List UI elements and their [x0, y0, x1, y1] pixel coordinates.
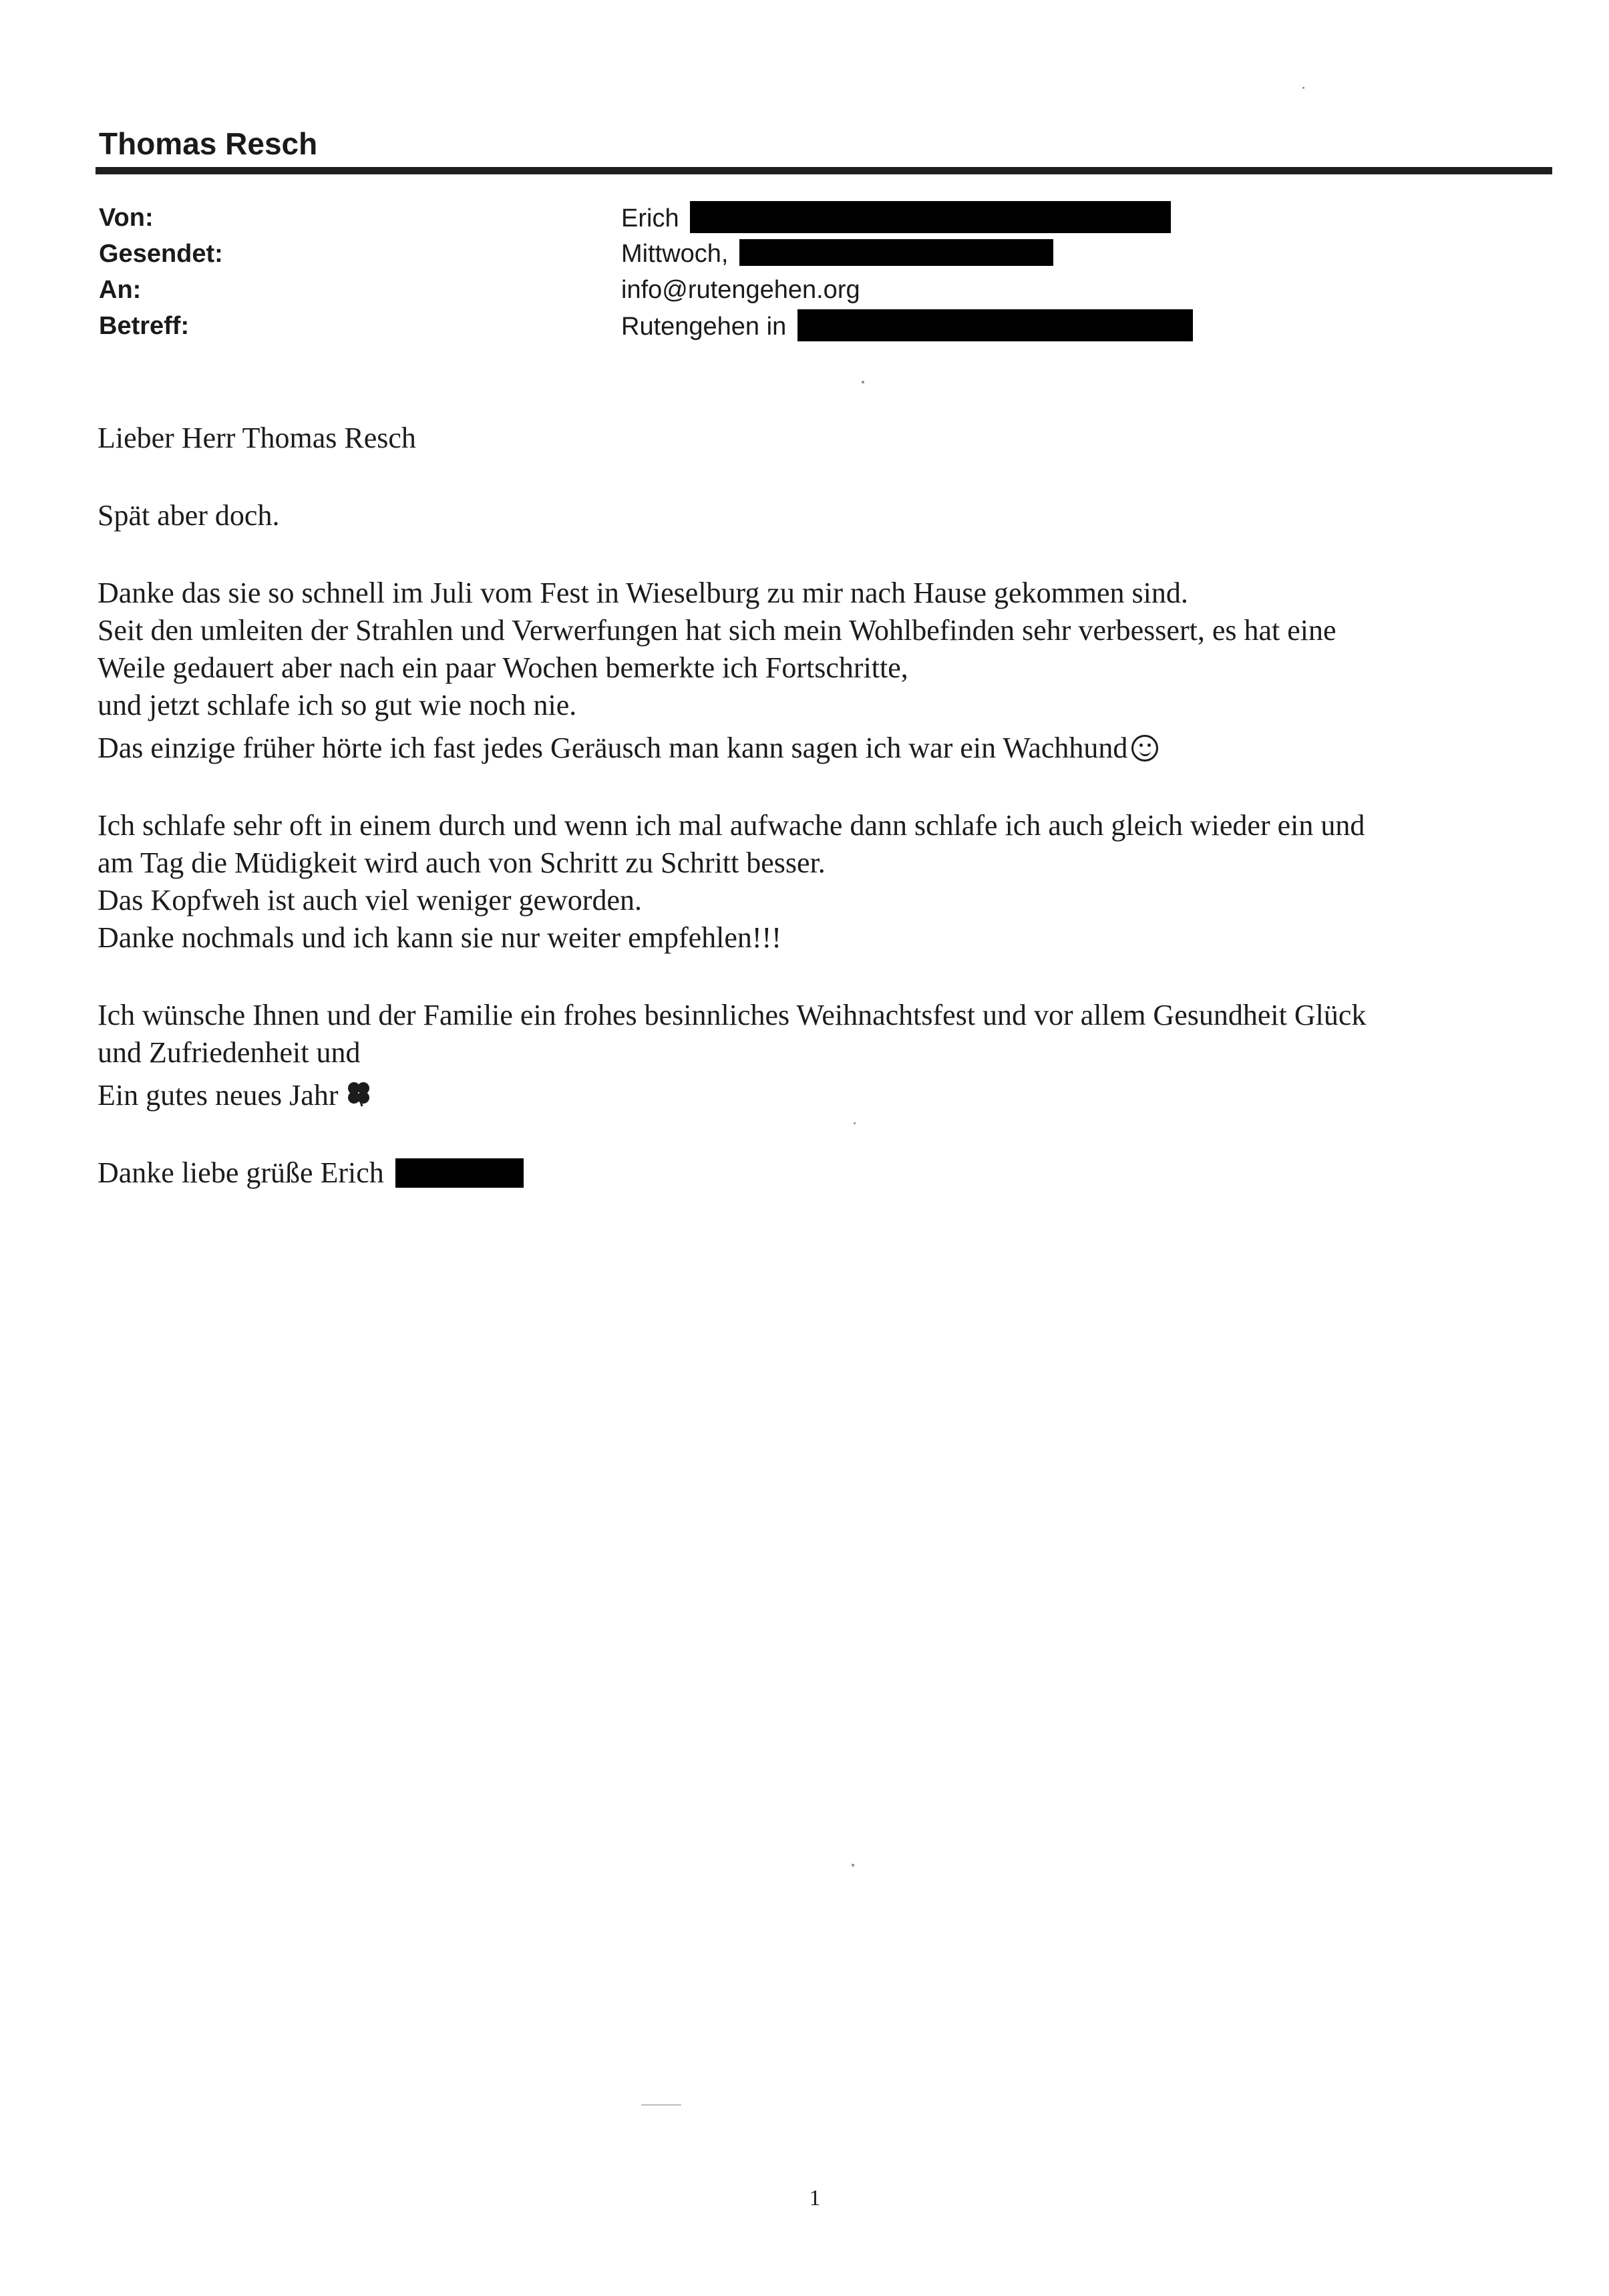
- sent-value: [621, 240, 1053, 269]
- redaction-box: [395, 1158, 524, 1188]
- to-value: info@rutengehen.org: [621, 276, 860, 304]
- body-line-text: Das einzige früher hörte ich fast jedes Geräusch man kann sagen ich war ein Wachhund: [98, 731, 1128, 764]
- redaction-box: [739, 239, 1053, 266]
- body-line: Danke nochmals und ich kann sie nur weiter empfehlen!!!: [98, 921, 781, 954]
- mailbox-owner-name: Thomas Resch: [99, 126, 318, 161]
- body-line: Das Kopfweh ist auch viel weniger geworden.: [98, 884, 642, 917]
- scan-speck: [852, 1864, 854, 1866]
- scan-speck: [862, 381, 864, 383]
- redaction-box: [690, 201, 1171, 233]
- body-line: Danke das sie so schnell im Juli vom Fest in Wieselburg zu mir nach Hause gekommen sind.: [98, 577, 1188, 609]
- scan-speck: [854, 1122, 856, 1124]
- from-value: [621, 204, 1171, 236]
- body-line: Weile gedauert aber nach ein paar Wochen bemerkte ich Fortschritte,: [98, 651, 908, 684]
- subject-value: [621, 312, 1193, 344]
- email-body: [98, 420, 1560, 1192]
- body-line: am Tag die Müdigkeit wird auch von Schritt zu Schritt besser.: [98, 846, 826, 879]
- body-line: und jetzt schlafe ich so gut wie noch nie.: [98, 689, 577, 721]
- from-label: Von:: [99, 204, 154, 232]
- redaction-box: [797, 309, 1193, 341]
- body-line: Ich wünsche Ihnen und der Familie ein frohes besinnliches Weihnachtsfest und vor allem Gesundheit Glück: [98, 999, 1367, 1031]
- body-line: Seit den umleiten der Strahlen und Verwerfungen hat sich mein Wohlbefinden sehr verbessert, es hat eine: [98, 614, 1336, 647]
- body-line: Ich schlafe sehr oft in einem durch und wenn ich mal aufwache dann schlafe ich auch gleich wieder ein und: [98, 809, 1365, 842]
- body-line-with-clover: [98, 1077, 1560, 1114]
- opening-line: Spät aber doch.: [98, 499, 280, 532]
- subject-label: Betreff:: [99, 312, 190, 340]
- body-line-text: Ein gutes neues Jahr: [98, 1079, 339, 1112]
- scan-speck: [641, 2104, 681, 2106]
- page-number: 1: [809, 2186, 821, 2210]
- body-line-with-smiley: [98, 729, 1560, 767]
- from-name: Erich: [621, 204, 679, 233]
- closing-text: Danke liebe grüße Erich: [98, 1156, 384, 1189]
- four-leaf-clover-icon: [345, 1080, 373, 1108]
- scan-speck: [1302, 87, 1304, 89]
- sent-label: Gesendet:: [99, 240, 223, 268]
- smiley-face-icon: [1131, 735, 1158, 762]
- body-line: und Zufriedenheit und: [98, 1036, 361, 1069]
- greeting-line: Lieber Herr Thomas Resch: [98, 422, 416, 454]
- to-label: An:: [99, 276, 142, 304]
- sent-day: Mittwoch,: [621, 240, 729, 268]
- subject-text: Rutengehen in: [621, 313, 787, 341]
- closing-line: [98, 1154, 1560, 1192]
- header-divider: [96, 167, 1552, 174]
